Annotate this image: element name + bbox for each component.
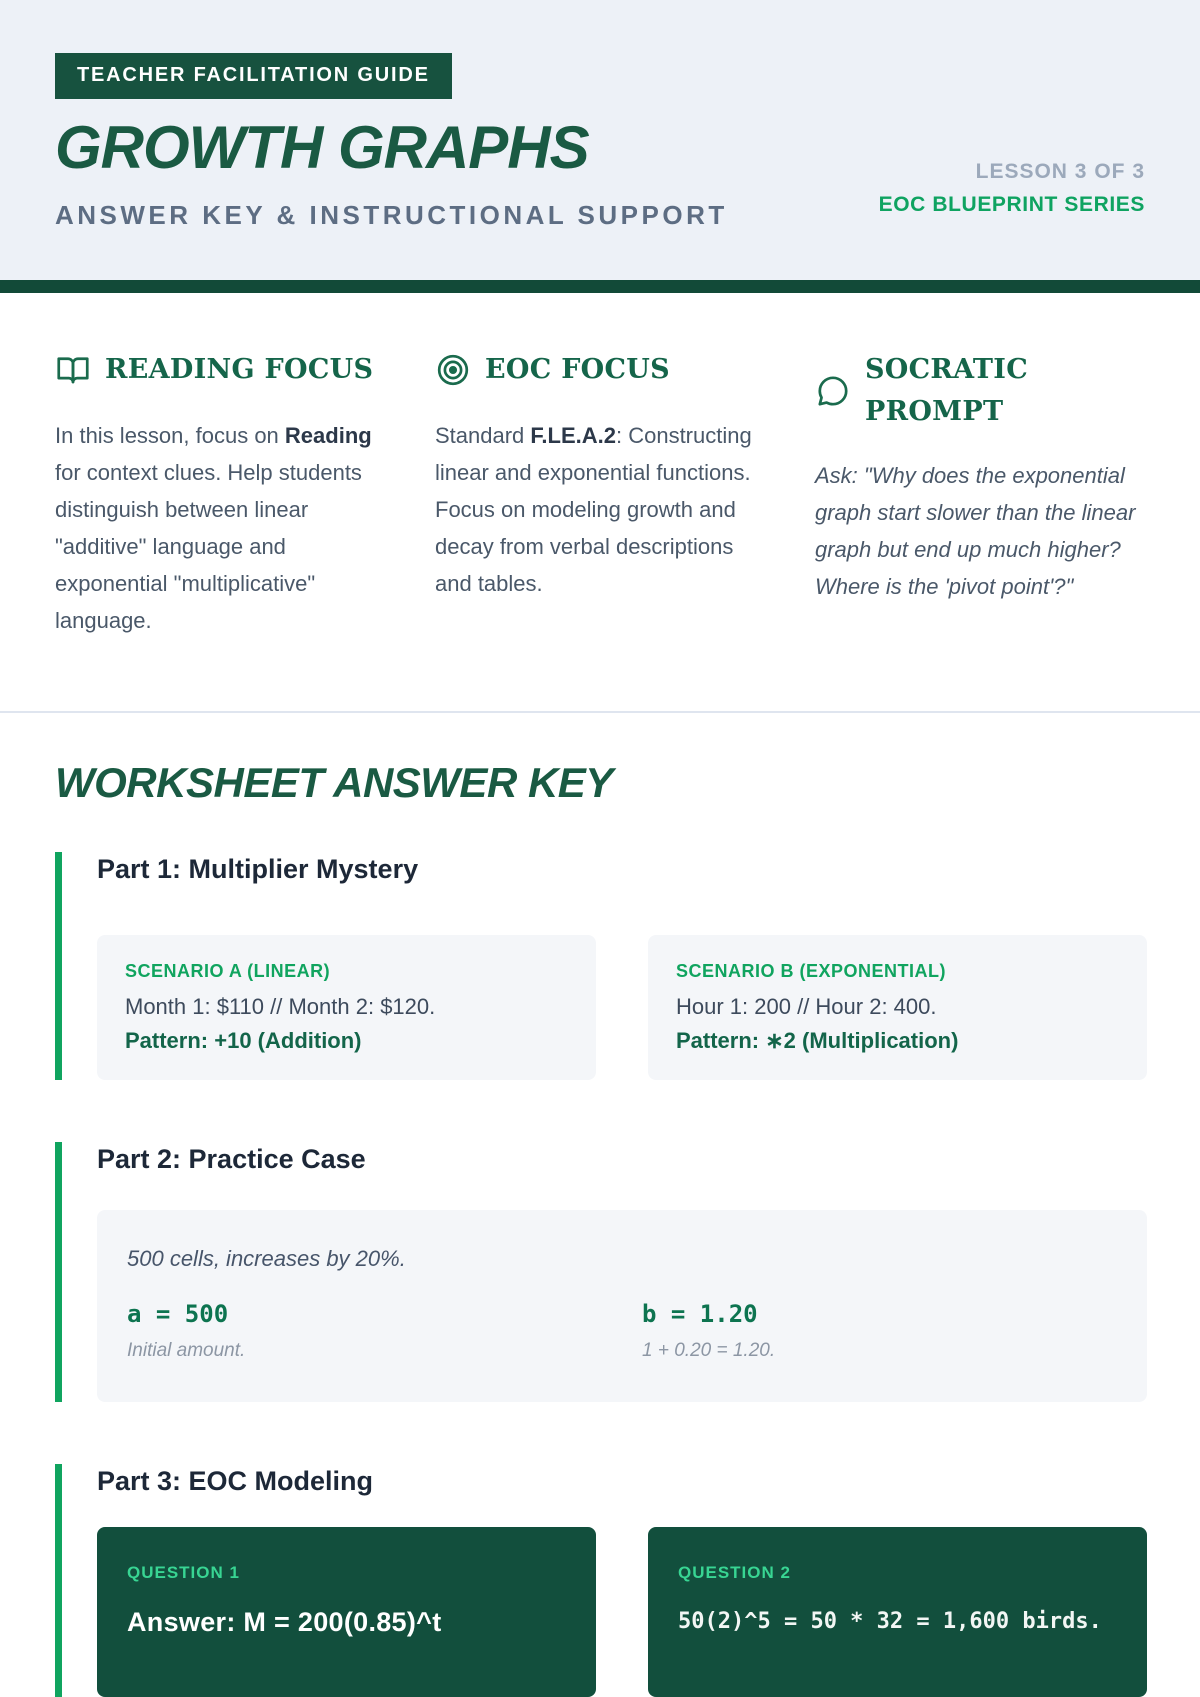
value-a-block <box>127 1300 602 1362</box>
question-1-label: QUESTION 1 <box>127 1562 240 1582</box>
scenario-a-pattern: Pattern: +10 (Addition) <box>125 1027 362 1053</box>
intro-strip <box>0 293 1200 713</box>
scenario-b-pattern: Pattern: ∗2 (Multiplication) <box>676 1027 959 1053</box>
scenario-cards-row <box>97 935 1147 1080</box>
target-icon <box>435 352 471 388</box>
part-1-section <box>55 852 1147 1080</box>
header-meta <box>879 160 1145 217</box>
worksheet-title: WORKSHEET ANSWER KEY <box>55 758 613 806</box>
practice-case-values <box>127 1300 1117 1362</box>
value-a-code: a = 500 <box>127 1299 229 1328</box>
question-1-card <box>97 1527 596 1697</box>
part-1-heading: Part 1: Multiplier Mystery <box>97 853 419 884</box>
page-title: GROWTH GRAPHS <box>55 114 589 181</box>
header-accent-bar <box>0 280 1200 293</box>
eoc-focus-text: Standard F.LE.A.2: Constructing linear and exponential functions. Focus on modeling growth and decay from verbal descriptions and tables. <box>435 422 752 596</box>
reading-focus-text: In this lesson, focus on Reading for context clues. Help students distinguish between linear "additive" language and exponential "multiplicative" language. <box>55 422 372 633</box>
part-2-heading: Part 2: Practice Case <box>97 1143 366 1174</box>
socratic-prompt-header <box>815 349 1147 433</box>
socratic-prompt-heading: SOCRATIC PROMPT <box>865 354 1029 427</box>
reading-focus-column <box>55 349 387 639</box>
question-cards-row <box>97 1527 1147 1697</box>
practice-case-prompt: 500 cells, increases by 20%. <box>127 1245 406 1271</box>
question-2-answer: 50(2)^5 = 50 * 32 = 1,600 birds. <box>678 1608 1102 1634</box>
scenario-b-detail: Hour 1: 200 // Hour 2: 400. <box>676 993 937 1019</box>
eoc-focus-heading: EOC FOCUS <box>485 354 670 385</box>
eoc-focus-header <box>435 349 767 391</box>
socratic-prompt-text: Ask: "Why does the exponential graph start slower than the linear graph but end up much higher? Where is the 'pivot point'?" <box>815 462 1136 599</box>
lesson-number-label: LESSON 3 OF 3 <box>975 160 1145 183</box>
eoc-focus-column <box>435 349 767 639</box>
value-b-code: b = 1.20 <box>642 1299 758 1328</box>
speech-bubble-icon <box>815 373 851 409</box>
value-a-note: Initial amount. <box>127 1339 246 1361</box>
part-3-heading: Part 3: EOC Modeling <box>97 1465 374 1496</box>
worksheet-answer-key-section <box>0 759 1200 1697</box>
socratic-prompt-column <box>815 349 1147 639</box>
question-2-label: QUESTION 2 <box>678 1562 791 1582</box>
guide-type-badge: TEACHER FACILITATION GUIDE <box>55 53 452 99</box>
scenario-b-label: SCENARIO B (EXPONENTIAL) <box>676 960 947 981</box>
part-3-section <box>55 1464 1147 1697</box>
scenario-a-card <box>97 935 596 1080</box>
question-1-answer: Answer: M = 200(0.85)^t <box>127 1606 442 1637</box>
book-open-icon <box>55 352 91 388</box>
value-b-note: 1 + 0.20 = 1.20. <box>642 1339 776 1361</box>
question-2-card <box>648 1527 1147 1697</box>
page-subtitle: ANSWER KEY & INSTRUCTIONAL SUPPORT <box>55 200 728 230</box>
part-2-section <box>55 1142 1147 1402</box>
value-b-block <box>642 1300 1117 1362</box>
page-header <box>0 0 1200 280</box>
scenario-a-label: SCENARIO A (LINEAR) <box>125 960 331 981</box>
scenario-a-detail: Month 1: $110 // Month 2: $120. <box>125 993 436 1019</box>
reading-focus-heading: READING FOCUS <box>105 354 374 385</box>
series-label: EOC BLUEPRINT SERIES <box>878 193 1145 216</box>
scenario-b-card <box>648 935 1147 1080</box>
reading-focus-header <box>55 349 387 391</box>
practice-case-card <box>97 1210 1147 1402</box>
